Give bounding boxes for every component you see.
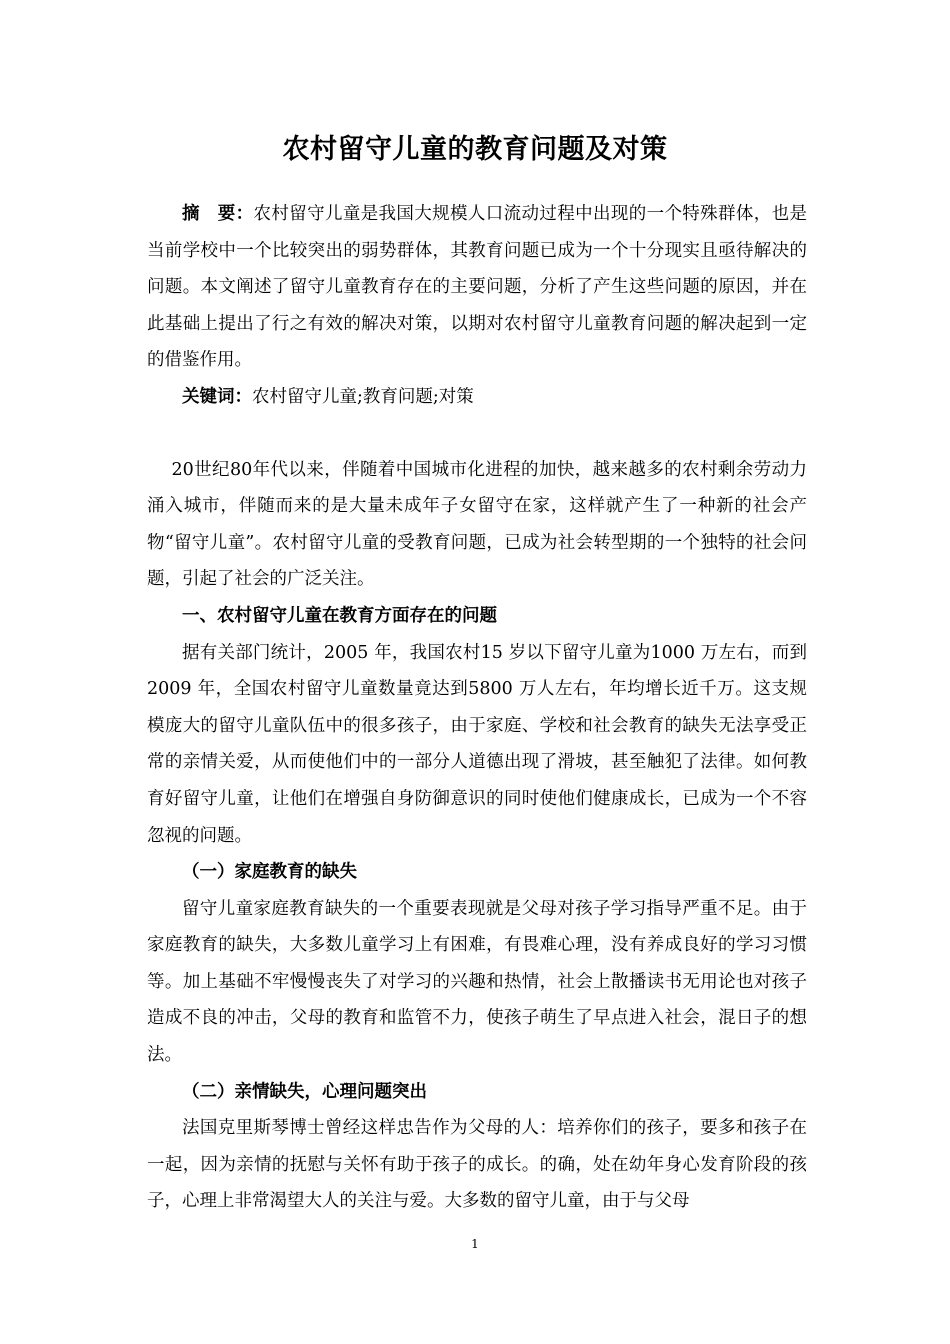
abstract-text: 农村留守儿童是我国大规模人口流动过程中出现的一个特殊群体，也是当前学校中一个比较突出的弱势群体，其教育问题已成为一个十分现实且亟待解决的问题。本文阐述了留守儿童教育存在的主要问题，分析了产生这些问题的原因，并在此基础上提出了行之有效的解决对策，以期对农村留守儿童教育问题的解决起到一定的借鉴作用。 xyxy=(147,204,808,371)
keywords-label: 关键词： xyxy=(182,386,252,407)
intro-paragraph: 20世纪80年代以来，伴随着中国城市化进程的加快，越来越多的农村剩余劳动力涌入城市，伴随而来的是大量未成年子女留守在家，这样就产生了一种新的社会产物“留守儿童”。农村留守儿童的受教育问题，已成为社会转型期的一个独特的社会问题，引起了社会的广泛关注。 xyxy=(147,459,807,590)
abstract-label: 摘 要： xyxy=(182,204,254,224)
subsection1-paragraph: 留守儿童家庭教育缺失的一个重要表现就是父母对孩子学习指导严重不足。由于家庭教育的缺失，大多数儿童学习上有困难，有畏难心理，没有养成良好的学习习惯等。加上基础不牢慢慢丧失了对学习的兴趣和热情，社会上散播读书无用论也对孩子造成不良的冲击，父母的教育和监管不力，使孩子萌生了早点进入社会，混日子的想法。 xyxy=(147,898,807,1066)
section-spacer xyxy=(147,416,807,452)
keywords-paragraph xyxy=(147,379,807,416)
subsection1-heading: （一）家庭教育的缺失 xyxy=(182,862,357,883)
section1-paragraph: 据有关部门统计，2005 年，我国农村15 岁以下留守儿童为1000 万左右，而到2009 年，全国农村留守儿童数量竟达到5800 万人左右，年均增长近千万。这支规模庞大的留守儿童队伍中的很多孩子，由于家庭、学校和社会教育的缺失无法享受正常的亲情关爱，从而使他们中的一部分人道德出现了滑坡，甚至触犯了法律。如何教育好留守儿童，让他们在增强自身防御意识的同时使他们健康成长，已成为一个不容忽视的问题。 xyxy=(147,642,807,846)
document-title: 农村留守儿童的教育问题及对策 xyxy=(282,134,668,165)
subsection2-paragraph: 法国克里斯琴博士曾经这样忠告作为父母的人：培养你们的孩子，要多和孩子在一起，因为亲情的抚慰与关怀有助于孩子的成长。的确，处在幼年身心发育阶段的孩子，心理上非常渴望大人的关注与爱。大多数的留守儿童，由于与父母 xyxy=(147,1118,807,1212)
document-body xyxy=(147,196,807,1220)
subsection2-heading: （二）亲情缺失，心理问题突出 xyxy=(182,1081,427,1102)
page-number: 1 xyxy=(471,1237,479,1251)
section1-heading: 一、农村留守儿童在教育方面存在的问题 xyxy=(182,605,497,626)
abstract-paragraph xyxy=(147,196,807,379)
keywords-text: 农村留守儿童;教育问题;对策 xyxy=(252,386,474,407)
